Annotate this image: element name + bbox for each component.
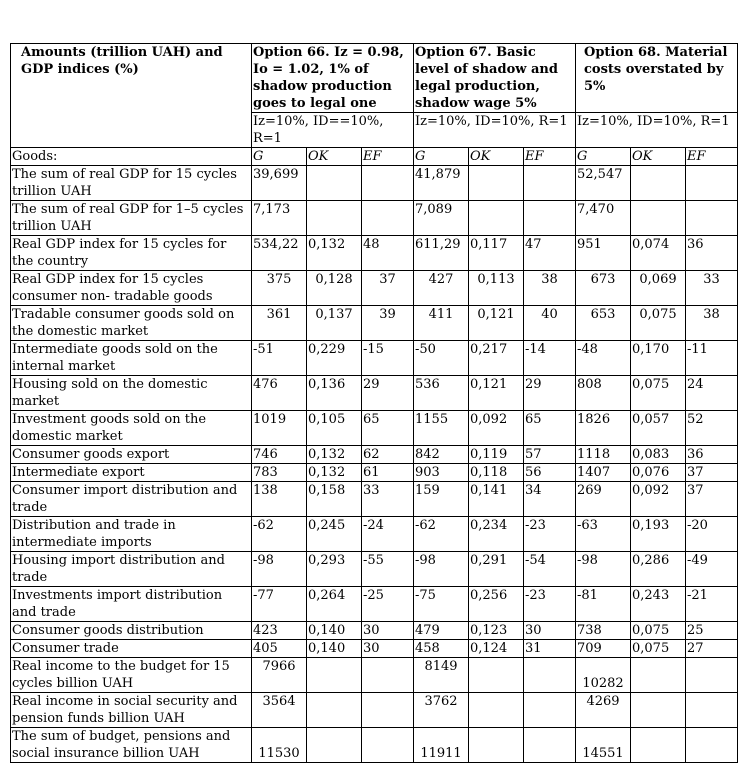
value-ok: 0,121 [469,376,524,411]
value-ok: 0,121 [469,306,524,341]
value-g: -75 [414,587,469,622]
value-ok: 0,075 [631,306,686,341]
table-row [11,236,738,271]
value-ok: 0,136 [307,376,362,411]
value-ok: 0,075 [631,376,686,411]
value-ef: 37 [686,482,738,517]
row-label: Intermediate goods sold on the internal market [11,341,252,376]
value-ef: -54 [524,552,576,587]
value-ok [307,201,362,236]
table-row [11,271,738,306]
value-ok: 0,069 [631,271,686,306]
header-option-68: Option 68. Material costs overstated by 5% [576,44,738,113]
params-option-66: Iz=10%, ID==10%, R=1 [252,113,414,148]
value-ok: 0,124 [469,640,524,658]
value-g: 52,547 [576,166,631,201]
subcol-ef: EF [686,148,738,166]
value-ef: 29 [524,376,576,411]
value-ef: -24 [362,517,414,552]
table-row [11,622,738,640]
value-g: 427 [414,271,469,306]
value-g: 14551 [576,728,631,763]
value-ok: 0,245 [307,517,362,552]
value-g: 7,173 [252,201,307,236]
value-g: 10282 [576,658,631,693]
value-ef: -55 [362,552,414,587]
subcol-ef: EF [524,148,576,166]
table-row [11,728,738,763]
value-g: 361 [252,306,307,341]
table-row [11,306,738,341]
value-ok: 0,286 [631,552,686,587]
value-ef: -20 [686,517,738,552]
value-ef: -49 [686,552,738,587]
table-row [11,693,738,728]
value-g: 159 [414,482,469,517]
value-ok: 0,264 [307,587,362,622]
value-ok: 0,140 [307,640,362,658]
value-g: 738 [576,622,631,640]
row-label: Consumer import distribution and trade [11,482,252,517]
value-g: 903 [414,464,469,482]
value-ef: -21 [686,587,738,622]
value-g: -63 [576,517,631,552]
value-g: -98 [414,552,469,587]
row-label: Consumer trade [11,640,252,658]
value-ef: 56 [524,464,576,482]
row-label: Real GDP index for 15 cycles for the country [11,236,252,271]
value-ef: 37 [362,271,414,306]
value-ef [524,728,576,763]
value-ef [362,201,414,236]
row-label: Distribution and trade in intermediate imports [11,517,252,552]
header-option-66: Option 66. Iz = 0.98, Io = 1.02, 1% of shadow production goes to legal one [252,44,414,113]
params-option-67: Iz=10%, ID=10%, R=1 [414,113,576,148]
value-ef [362,693,414,728]
value-ok [469,166,524,201]
value-ef: 61 [362,464,414,482]
value-g: 746 [252,446,307,464]
value-g: 1118 [576,446,631,464]
value-ef: 37 [686,464,738,482]
value-g: 673 [576,271,631,306]
value-ef: 29 [362,376,414,411]
header-option-67: Option 67. Basic level of shadow and legal production, shadow wage 5% [414,44,576,113]
value-g: 41,879 [414,166,469,201]
value-g: 3762 [414,693,469,728]
row-label: Investments import distribution and trade [11,587,252,622]
subcol-ok: OK [631,148,686,166]
value-ok [469,201,524,236]
subcol-g: G [414,148,469,166]
value-ef [362,728,414,763]
value-g: 534,22 [252,236,307,271]
value-g: 479 [414,622,469,640]
value-ef: 36 [686,236,738,271]
row-label: Real income in social security and pension funds billion UAH [11,693,252,728]
value-g: 7,470 [576,201,631,236]
value-ef: 40 [524,306,576,341]
value-g: 39,699 [252,166,307,201]
value-g: 476 [252,376,307,411]
value-ok: 0,119 [469,446,524,464]
value-ok: 0,132 [307,236,362,271]
table-row [11,517,738,552]
value-g: -50 [414,341,469,376]
row-label: Tradable consumer goods sold on the domestic market [11,306,252,341]
value-g: 783 [252,464,307,482]
value-ef: 65 [362,411,414,446]
value-g: -62 [414,517,469,552]
value-ok: 0,075 [631,640,686,658]
value-ok: 0,075 [631,622,686,640]
value-g: 951 [576,236,631,271]
value-ok [631,201,686,236]
value-ef: 47 [524,236,576,271]
value-ef [686,201,738,236]
value-ef [524,166,576,201]
value-ok [631,658,686,693]
value-ef: 30 [362,622,414,640]
value-ok [307,658,362,693]
table-row [11,640,738,658]
subcol-g: G [576,148,631,166]
subcol-ef: EF [362,148,414,166]
value-ef: -23 [524,517,576,552]
value-ef: 33 [362,482,414,517]
value-ef: 36 [686,446,738,464]
table-row [11,658,738,693]
value-ef [686,658,738,693]
value-ef [524,658,576,693]
value-ef: 38 [686,306,738,341]
value-ok: 0,118 [469,464,524,482]
value-ef: 34 [524,482,576,517]
value-ef: 30 [524,622,576,640]
value-g: 3564 [252,693,307,728]
value-ef: -23 [524,587,576,622]
value-g: -62 [252,517,307,552]
value-ok: 0,234 [469,517,524,552]
value-ok: 0,291 [469,552,524,587]
value-ef [686,693,738,728]
row-label: Investment goods sold on the domestic market [11,411,252,446]
value-ef: 65 [524,411,576,446]
subheader-row [11,148,738,166]
value-ef: 57 [524,446,576,464]
data-table [10,43,738,763]
value-ok: 0,117 [469,236,524,271]
value-ef [686,728,738,763]
value-ef: 27 [686,640,738,658]
table-row [11,464,738,482]
value-ok: 0,140 [307,622,362,640]
value-ok: 0,193 [631,517,686,552]
value-ok [469,728,524,763]
value-ef: 62 [362,446,414,464]
value-ok: 0,158 [307,482,362,517]
value-ef: 25 [686,622,738,640]
value-g: 458 [414,640,469,658]
table-row [11,166,738,201]
value-ef: 33 [686,271,738,306]
value-ef: 31 [524,640,576,658]
value-g: 269 [576,482,631,517]
value-g: -81 [576,587,631,622]
value-ok [307,728,362,763]
value-g: 1826 [576,411,631,446]
value-ok: 0,076 [631,464,686,482]
value-g: 138 [252,482,307,517]
value-g: -51 [252,341,307,376]
value-ok [631,728,686,763]
value-ef [524,693,576,728]
header-amounts: Amounts (trillion UAH) and GDP indices (%) [11,44,252,148]
value-ok [631,166,686,201]
value-ok [307,166,362,201]
value-g: 11911 [414,728,469,763]
table-row [11,482,738,517]
value-ok [307,693,362,728]
header-row [11,44,738,113]
value-ok: 0,132 [307,446,362,464]
subcol-ok: OK [469,148,524,166]
value-g: -98 [252,552,307,587]
value-ok: 0,217 [469,341,524,376]
value-ok: 0,113 [469,271,524,306]
value-ok [469,693,524,728]
table-row [11,446,738,464]
value-ef [362,166,414,201]
row-label: The sum of real GDP for 15 cycles trillion UAH [11,166,252,201]
value-g: -77 [252,587,307,622]
value-ok: 0,170 [631,341,686,376]
value-ef [362,658,414,693]
value-ef: -25 [362,587,414,622]
params-option-68: Iz=10%, ID=10%, R=1 [576,113,738,148]
value-ok: 0,137 [307,306,362,341]
value-ok: 0,074 [631,236,686,271]
value-ef: 30 [362,640,414,658]
row-label: Real GDP index for 15 cycles consumer non- tradable goods [11,271,252,306]
value-ok [469,658,524,693]
row-label: Housing import distribution and trade [11,552,252,587]
goods-label: Goods: [11,148,252,166]
value-g: 8149 [414,658,469,693]
value-ok: 0,057 [631,411,686,446]
table-row [11,587,738,622]
table-row [11,411,738,446]
value-g: -48 [576,341,631,376]
value-ok: 0,229 [307,341,362,376]
value-ef: 52 [686,411,738,446]
row-label: Intermediate export [11,464,252,482]
value-g: 611,29 [414,236,469,271]
row-label: Consumer goods distribution [11,622,252,640]
value-g: 11530 [252,728,307,763]
row-label: Housing sold on the domestic market [11,376,252,411]
table-row [11,552,738,587]
value-g: 405 [252,640,307,658]
value-ef [524,201,576,236]
value-ef: 48 [362,236,414,271]
subcol-ok: OK [307,148,362,166]
value-ok: 0,092 [469,411,524,446]
value-g: 842 [414,446,469,464]
value-ok: 0,141 [469,482,524,517]
value-ef: -14 [524,341,576,376]
value-ok: 0,083 [631,446,686,464]
value-g: 536 [414,376,469,411]
row-label: Consumer goods export [11,446,252,464]
value-ef: 24 [686,376,738,411]
value-ef: 38 [524,271,576,306]
table-row [11,201,738,236]
value-g: 375 [252,271,307,306]
value-ok: 0,293 [307,552,362,587]
value-g: 7,089 [414,201,469,236]
value-g: 423 [252,622,307,640]
value-ef: -11 [686,341,738,376]
value-g: 1407 [576,464,631,482]
value-ok [631,693,686,728]
value-g: 4269 [576,693,631,728]
row-label: The sum of real GDP for 1–5 cycles trillion UAH [11,201,252,236]
value-ef [686,166,738,201]
value-g: -98 [576,552,631,587]
value-g: 1155 [414,411,469,446]
value-g: 709 [576,640,631,658]
value-g: 808 [576,376,631,411]
value-ok: 0,092 [631,482,686,517]
subcol-g: G [252,148,307,166]
value-g: 1019 [252,411,307,446]
table-row [11,341,738,376]
row-label: The sum of budget, pensions and social insurance billion UAH [11,728,252,763]
value-ef: 39 [362,306,414,341]
value-ok: 0,128 [307,271,362,306]
row-label: Real income to the budget for 15 cycles billion UAH [11,658,252,693]
table-row [11,376,738,411]
value-ef: -15 [362,341,414,376]
value-ok: 0,105 [307,411,362,446]
value-ok: 0,132 [307,464,362,482]
value-g: 653 [576,306,631,341]
value-ok: 0,123 [469,622,524,640]
value-ok: 0,256 [469,587,524,622]
value-g: 7966 [252,658,307,693]
value-g: 411 [414,306,469,341]
value-ok: 0,243 [631,587,686,622]
